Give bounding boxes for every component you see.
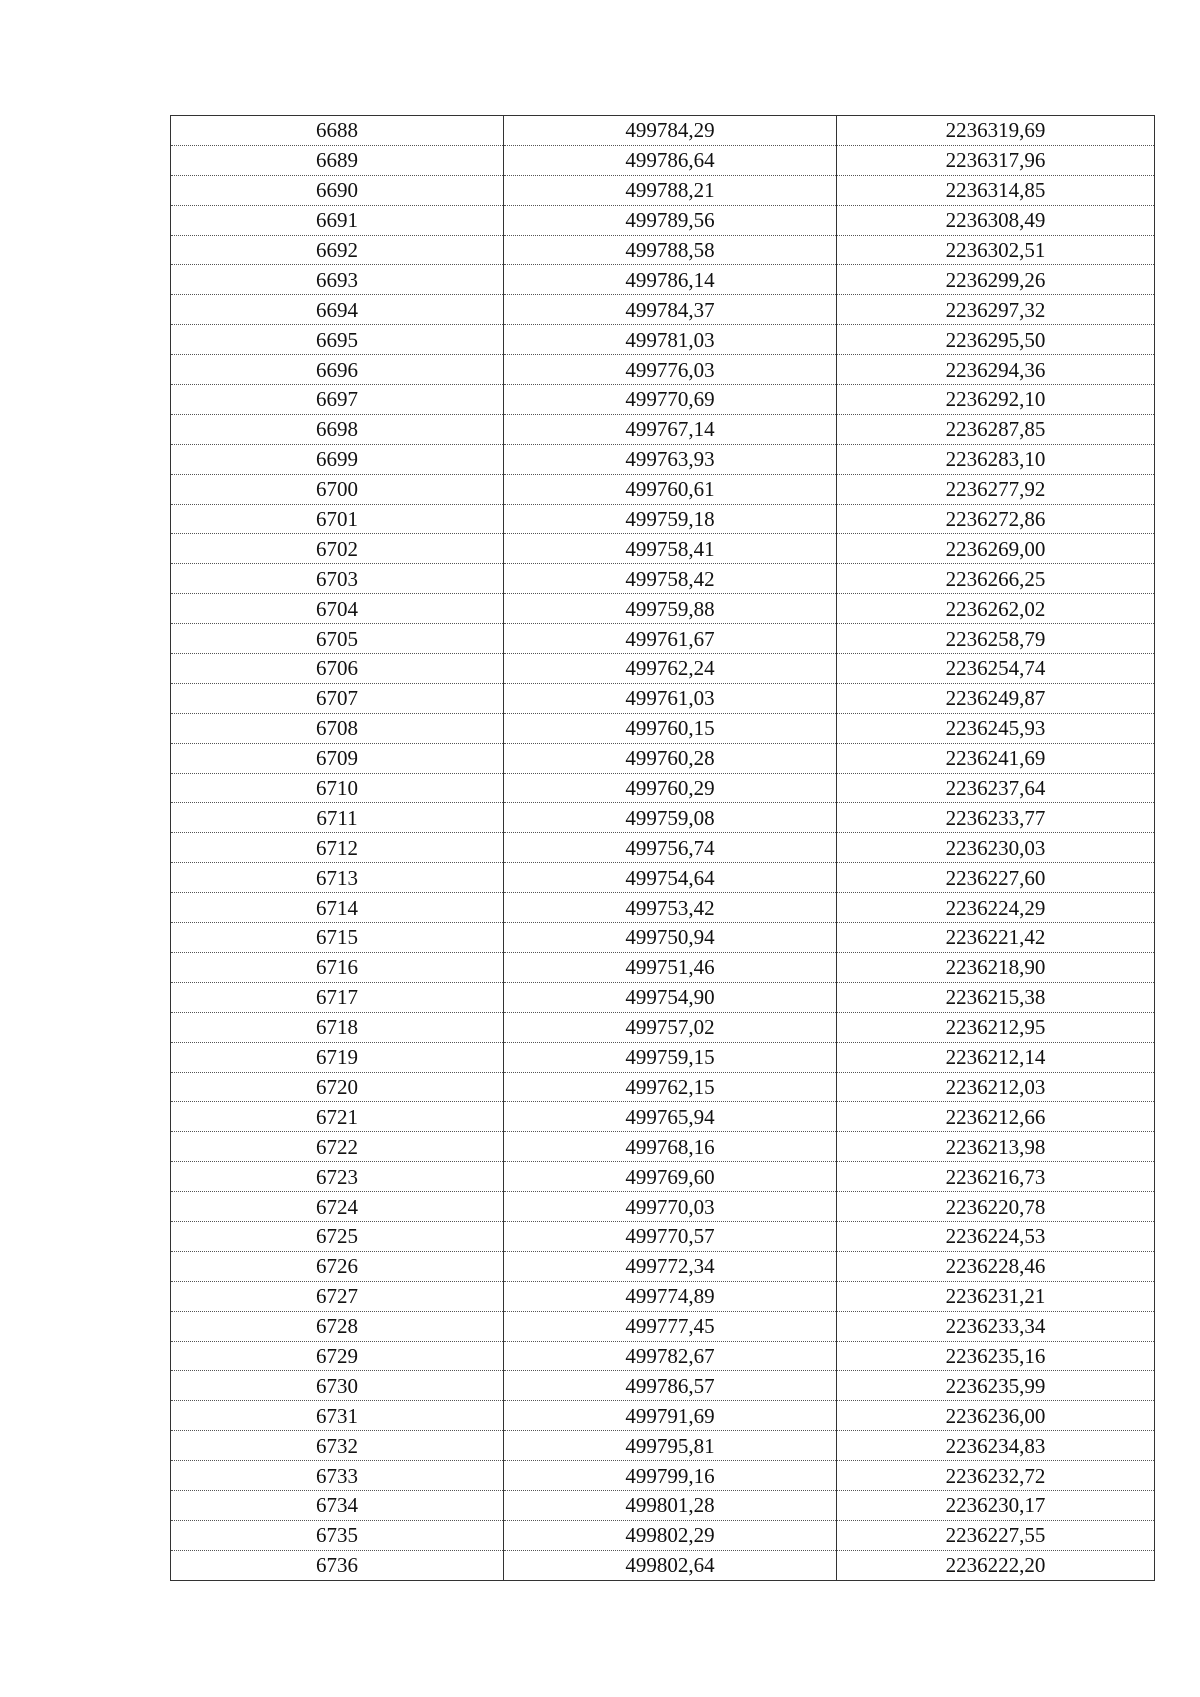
table-row [171,713,1155,743]
y-coordinate-cell: 2236258,79 [837,624,1155,654]
point-number-cell: 6708 [171,713,504,743]
x-coordinate-cell: 499770,69 [504,385,837,415]
x-coordinate-cell: 499760,15 [504,713,837,743]
y-coordinate-cell: 2236235,16 [837,1341,1155,1371]
y-coordinate-cell: 2236233,34 [837,1311,1155,1341]
table-row [171,1520,1155,1550]
coordinates-table [170,115,1155,1581]
x-coordinate-cell: 499781,03 [504,325,837,355]
y-coordinate-cell: 2236236,00 [837,1401,1155,1431]
table-row [171,474,1155,504]
y-coordinate-cell: 2236314,85 [837,175,1155,205]
x-coordinate-cell: 499760,61 [504,474,837,504]
x-coordinate-cell: 499769,60 [504,1162,837,1192]
point-number-cell: 6728 [171,1311,504,1341]
table-row [171,833,1155,863]
point-number-cell: 6710 [171,773,504,803]
y-coordinate-cell: 2236234,83 [837,1431,1155,1461]
y-coordinate-cell: 2236220,78 [837,1192,1155,1222]
x-coordinate-cell: 499774,89 [504,1281,837,1311]
point-number-cell: 6693 [171,265,504,295]
table-row [171,982,1155,1012]
point-number-cell: 6698 [171,414,504,444]
table-row [171,952,1155,982]
table-row [171,1401,1155,1431]
point-number-cell: 6724 [171,1192,504,1222]
x-coordinate-cell: 499784,37 [504,295,837,325]
x-coordinate-cell: 499776,03 [504,355,837,385]
y-coordinate-cell: 2236292,10 [837,385,1155,415]
y-coordinate-cell: 2236235,99 [837,1371,1155,1401]
table-row [171,385,1155,415]
table-row [171,504,1155,534]
point-number-cell: 6714 [171,893,504,923]
y-coordinate-cell: 2236308,49 [837,205,1155,235]
table-row [171,773,1155,803]
y-coordinate-cell: 2236227,55 [837,1520,1155,1550]
y-coordinate-cell: 2236269,00 [837,534,1155,564]
x-coordinate-cell: 499802,64 [504,1550,837,1580]
table-row [171,1221,1155,1251]
table-row [171,1550,1155,1580]
x-coordinate-cell: 499763,93 [504,444,837,474]
y-coordinate-cell: 2236221,42 [837,923,1155,953]
point-number-cell: 6734 [171,1490,504,1520]
table-row [171,295,1155,325]
y-coordinate-cell: 2236224,29 [837,893,1155,923]
y-coordinate-cell: 2236262,02 [837,594,1155,624]
point-number-cell: 6702 [171,534,504,564]
point-number-cell: 6692 [171,235,504,265]
table-row [171,654,1155,684]
x-coordinate-cell: 499802,29 [504,1520,837,1550]
x-coordinate-cell: 499759,18 [504,504,837,534]
table-row [171,1311,1155,1341]
y-coordinate-cell: 2236317,96 [837,145,1155,175]
point-number-cell: 6725 [171,1221,504,1251]
x-coordinate-cell: 499758,41 [504,534,837,564]
table-row [171,893,1155,923]
table-row [171,205,1155,235]
x-coordinate-cell: 499765,94 [504,1102,837,1132]
point-number-cell: 6701 [171,504,504,534]
table-row [171,683,1155,713]
point-number-cell: 6729 [171,1341,504,1371]
y-coordinate-cell: 2236212,03 [837,1072,1155,1102]
x-coordinate-cell: 499760,28 [504,743,837,773]
table-row [171,1461,1155,1491]
table-row [171,1371,1155,1401]
table-row [171,235,1155,265]
point-number-cell: 6732 [171,1431,504,1461]
y-coordinate-cell: 2236272,86 [837,504,1155,534]
x-coordinate-cell: 499782,67 [504,1341,837,1371]
x-coordinate-cell: 499784,29 [504,116,837,146]
y-coordinate-cell: 2236232,72 [837,1461,1155,1491]
x-coordinate-cell: 499791,69 [504,1401,837,1431]
point-number-cell: 6723 [171,1162,504,1192]
x-coordinate-cell: 499788,21 [504,175,837,205]
y-coordinate-cell: 2236283,10 [837,444,1155,474]
table-row [171,1162,1155,1192]
y-coordinate-cell: 2236299,26 [837,265,1155,295]
table-row [171,743,1155,773]
point-number-cell: 6716 [171,952,504,982]
table-row [171,594,1155,624]
point-number-cell: 6712 [171,833,504,863]
table-row [171,265,1155,295]
point-number-cell: 6736 [171,1550,504,1580]
y-coordinate-cell: 2236218,90 [837,952,1155,982]
table-row [171,1192,1155,1222]
x-coordinate-cell: 499757,02 [504,1012,837,1042]
point-number-cell: 6720 [171,1072,504,1102]
coordinates-table-body [171,116,1155,1581]
y-coordinate-cell: 2236254,74 [837,654,1155,684]
point-number-cell: 6700 [171,474,504,504]
table-row [171,803,1155,833]
y-coordinate-cell: 2236213,98 [837,1132,1155,1162]
table-row [171,564,1155,594]
point-number-cell: 6719 [171,1042,504,1072]
x-coordinate-cell: 499767,14 [504,414,837,444]
point-number-cell: 6717 [171,982,504,1012]
y-coordinate-cell: 2236287,85 [837,414,1155,444]
table-row [171,624,1155,654]
x-coordinate-cell: 499786,57 [504,1371,837,1401]
x-coordinate-cell: 499801,28 [504,1490,837,1520]
x-coordinate-cell: 499754,90 [504,982,837,1012]
x-coordinate-cell: 499786,64 [504,145,837,175]
point-number-cell: 6726 [171,1251,504,1281]
x-coordinate-cell: 499772,34 [504,1251,837,1281]
point-number-cell: 6695 [171,325,504,355]
x-coordinate-cell: 499762,15 [504,1072,837,1102]
y-coordinate-cell: 2236215,38 [837,982,1155,1012]
table-row [171,1102,1155,1132]
point-number-cell: 6704 [171,594,504,624]
table-row [171,175,1155,205]
y-coordinate-cell: 2236222,20 [837,1550,1155,1580]
x-coordinate-cell: 499759,88 [504,594,837,624]
table-row [171,1281,1155,1311]
table-row [171,325,1155,355]
y-coordinate-cell: 2236297,32 [837,295,1155,325]
point-number-cell: 6731 [171,1401,504,1431]
point-number-cell: 6721 [171,1102,504,1132]
point-number-cell: 6706 [171,654,504,684]
point-number-cell: 6703 [171,564,504,594]
table-row [171,1490,1155,1520]
point-number-cell: 6733 [171,1461,504,1491]
x-coordinate-cell: 499770,03 [504,1192,837,1222]
y-coordinate-cell: 2236233,77 [837,803,1155,833]
y-coordinate-cell: 2236227,60 [837,863,1155,893]
point-number-cell: 6713 [171,863,504,893]
point-number-cell: 6691 [171,205,504,235]
y-coordinate-cell: 2236224,53 [837,1221,1155,1251]
table-row [171,923,1155,953]
x-coordinate-cell: 499756,74 [504,833,837,863]
y-coordinate-cell: 2236237,64 [837,773,1155,803]
y-coordinate-cell: 2236295,50 [837,325,1155,355]
table-row [171,1251,1155,1281]
point-number-cell: 6699 [171,444,504,474]
point-number-cell: 6727 [171,1281,504,1311]
y-coordinate-cell: 2236277,92 [837,474,1155,504]
y-coordinate-cell: 2236230,03 [837,833,1155,863]
y-coordinate-cell: 2236266,25 [837,564,1155,594]
y-coordinate-cell: 2236230,17 [837,1490,1155,1520]
x-coordinate-cell: 499770,57 [504,1221,837,1251]
table-row [171,1042,1155,1072]
point-number-cell: 6718 [171,1012,504,1042]
x-coordinate-cell: 499795,81 [504,1431,837,1461]
table-row [171,534,1155,564]
x-coordinate-cell: 499768,16 [504,1132,837,1162]
y-coordinate-cell: 2236245,93 [837,713,1155,743]
x-coordinate-cell: 499761,03 [504,683,837,713]
point-number-cell: 6690 [171,175,504,205]
y-coordinate-cell: 2236231,21 [837,1281,1155,1311]
y-coordinate-cell: 2236294,36 [837,355,1155,385]
x-coordinate-cell: 499759,08 [504,803,837,833]
y-coordinate-cell: 2236212,14 [837,1042,1155,1072]
x-coordinate-cell: 499788,58 [504,235,837,265]
table-row [171,116,1155,146]
x-coordinate-cell: 499789,56 [504,205,837,235]
y-coordinate-cell: 2236212,66 [837,1102,1155,1132]
point-number-cell: 6694 [171,295,504,325]
x-coordinate-cell: 499786,14 [504,265,837,295]
x-coordinate-cell: 499758,42 [504,564,837,594]
table-row [171,1072,1155,1102]
point-number-cell: 6711 [171,803,504,833]
y-coordinate-cell: 2236212,95 [837,1012,1155,1042]
x-coordinate-cell: 499754,64 [504,863,837,893]
table-row [171,414,1155,444]
table-row [171,863,1155,893]
x-coordinate-cell: 499762,24 [504,654,837,684]
point-number-cell: 6722 [171,1132,504,1162]
x-coordinate-cell: 499750,94 [504,923,837,953]
point-number-cell: 6688 [171,116,504,146]
point-number-cell: 6696 [171,355,504,385]
point-number-cell: 6730 [171,1371,504,1401]
table-row [171,1341,1155,1371]
table-row [171,355,1155,385]
y-coordinate-cell: 2236228,46 [837,1251,1155,1281]
point-number-cell: 6709 [171,743,504,773]
y-coordinate-cell: 2236319,69 [837,116,1155,146]
x-coordinate-cell: 499761,67 [504,624,837,654]
point-number-cell: 6707 [171,683,504,713]
table-row [171,1012,1155,1042]
y-coordinate-cell: 2236241,69 [837,743,1155,773]
point-number-cell: 6705 [171,624,504,654]
x-coordinate-cell: 499759,15 [504,1042,837,1072]
x-coordinate-cell: 499777,45 [504,1311,837,1341]
y-coordinate-cell: 2236302,51 [837,235,1155,265]
y-coordinate-cell: 2236249,87 [837,683,1155,713]
x-coordinate-cell: 499753,42 [504,893,837,923]
y-coordinate-cell: 2236216,73 [837,1162,1155,1192]
point-number-cell: 6715 [171,923,504,953]
point-number-cell: 6689 [171,145,504,175]
table-row [171,1431,1155,1461]
x-coordinate-cell: 499751,46 [504,952,837,982]
x-coordinate-cell: 499760,29 [504,773,837,803]
point-number-cell: 6697 [171,385,504,415]
x-coordinate-cell: 499799,16 [504,1461,837,1491]
table-row [171,444,1155,474]
table-row [171,145,1155,175]
point-number-cell: 6735 [171,1520,504,1550]
table-row [171,1132,1155,1162]
